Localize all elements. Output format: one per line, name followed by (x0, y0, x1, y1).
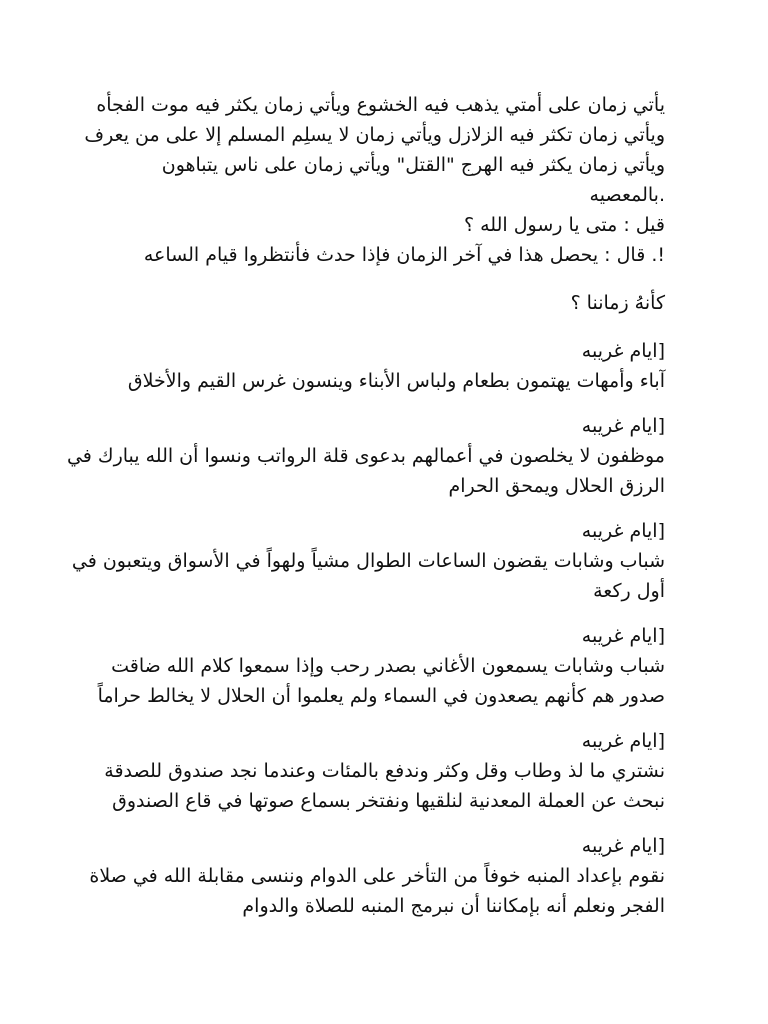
section-line: شباب وشابات يسمعون الأغاني بصدر رحب وإذا سمعوا كلام الله ضاقت (111, 655, 665, 677)
intro-line-4: .بالمعصيه (589, 184, 665, 206)
section-line: شباب وشابات يقضون الساعات الطوال مشياً ولهواً في الأسواق ويتعبون في (71, 550, 665, 572)
section-line: الفجر ونعلم أنه بإمكاننا أن نبرمج المنبه للصلاة والدوام (242, 895, 665, 917)
intro-paragraph (84, 90, 665, 270)
section-line: نبحث عن العملة المعدنية لنلقيها ونفتخر بسماع صوتها في قاع الصندوق (112, 790, 665, 812)
intro-line-2: ويأتي زمان تكثر فيه الزلازل ويأتي زمان لا يسلِم المسلم إلا على من يعرف (84, 124, 665, 146)
section-heading: [ايام غريبه (581, 835, 665, 857)
section-2 (66, 411, 665, 501)
section-heading: [ايام غريبه (581, 625, 665, 647)
intro-line-3: ويأتي زمان يكثر فيه الهرج "القتل" ويأتي زمان على ناس يتباهون (161, 154, 665, 176)
section-line: نشتري ما لذ وطاب وقل وكثر وندفع بالمئات وعندما نجد صندوق للصدقة (104, 760, 665, 782)
question-line: كأنهُ زماننا ؟ (570, 292, 665, 314)
section-heading: [ايام غريبه (581, 340, 665, 362)
section-line: آباء وأمهات يهتمون بطعام ولباس الأبناء وينسون غرس القيم والأخلاق (127, 370, 665, 392)
section-6 (89, 831, 665, 921)
intro-line-6: !. قال : يحصل هذا في آخر الزمان فإذا حدث فأنتظروا قيام الساعه (143, 244, 665, 266)
section-heading: [ايام غريبه (581, 520, 665, 542)
intro-line-5: قيل : متى يا رسول الله ؟ (463, 214, 665, 236)
section-line: الرزق الحلال ويمحق الحرام (448, 475, 665, 497)
section-line: أول ركعة (593, 580, 665, 602)
section-4 (97, 621, 665, 711)
intro-line-1: يأتي زمان على أمتي يذهب فيه الخشوع ويأتي زمان يكثر فيه موت الفجأه (96, 94, 665, 116)
section-line: صدور هم كأنهم يصعدون في السماء ولم يعلموا أن الحلال لا يخالط حراماً (97, 685, 665, 707)
document-body (66, 90, 665, 921)
section-line: نقوم بإعداد المنبه خوفاً من التأخر على الدوام وننسى مقابلة الله في صلاة (89, 865, 665, 887)
section-5 (104, 726, 665, 816)
section-heading: [ايام غريبه (581, 415, 665, 437)
section-3 (71, 516, 665, 606)
section-1 (110, 336, 665, 396)
section-heading: [ايام غريبه (581, 730, 665, 752)
section-line: موظفون لا يخلصون في أعمالهم بدعوى قلة الرواتب ونسوا أن الله يبارك في (66, 445, 665, 467)
